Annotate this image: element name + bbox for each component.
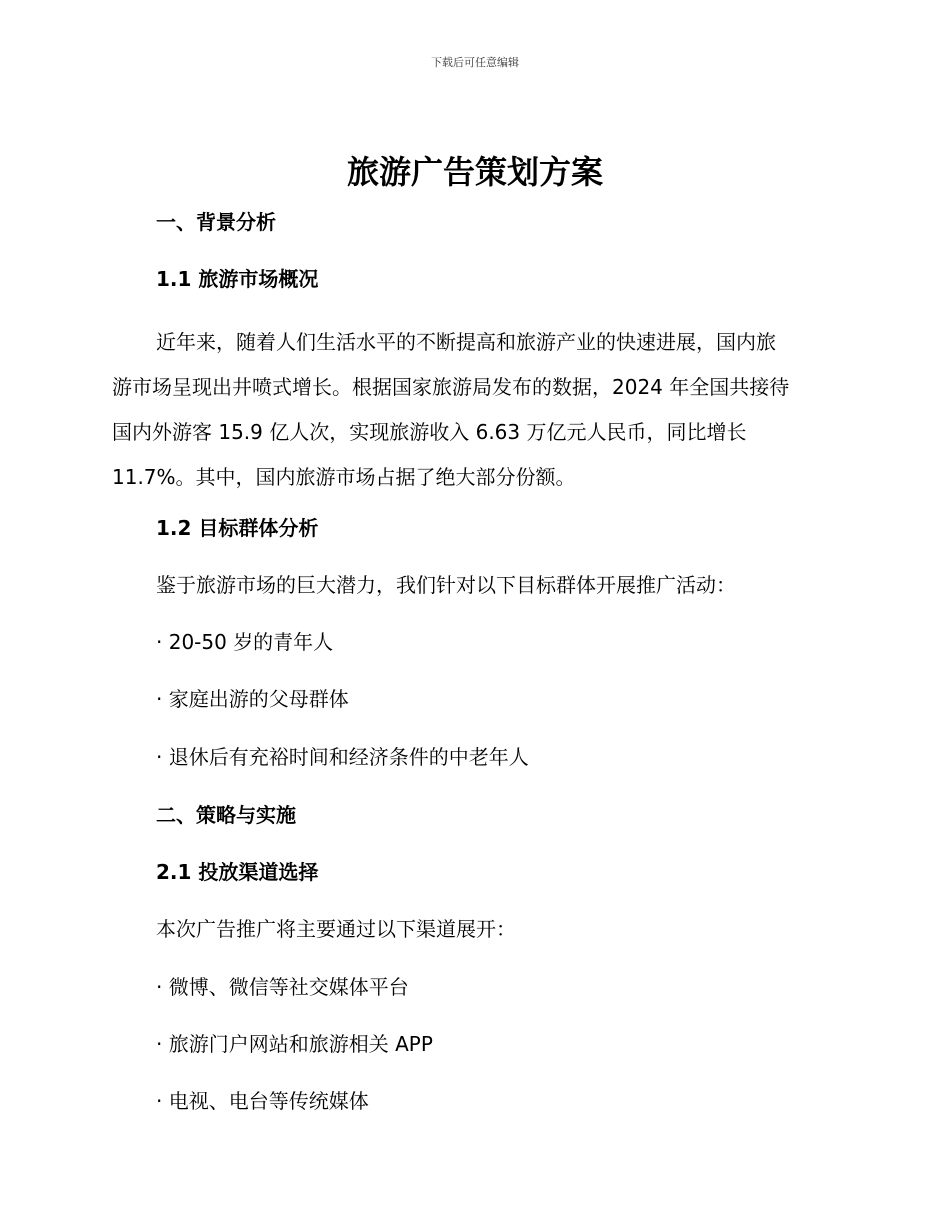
document-title: 旅游广告策划方案 bbox=[346, 153, 603, 191]
list-item: · 20-50 岁的青年人 bbox=[156, 630, 334, 654]
list-item: · 旅游门户网站和旅游相关 APP bbox=[156, 1032, 433, 1056]
paragraph-line: 游市场呈现出井喷式增长。根据国家旅游局发布的数据，2024 年全国共接待 bbox=[112, 375, 790, 399]
subheading-channels: 2.1 投放渠道选择 bbox=[156, 860, 319, 884]
paragraph-market-overview bbox=[112, 320, 842, 500]
subheading-market-overview: 1.1 旅游市场概况 bbox=[156, 267, 319, 291]
paragraph-line: 近年来，随着人们生活水平的不断提高和旅游产业的快速进展，国内旅 bbox=[156, 330, 776, 354]
paragraph-line: 11.7%。其中，国内旅游市场占据了绝大部分份额。 bbox=[112, 465, 576, 489]
section-heading-strategy: 二、策略与实施 bbox=[156, 803, 296, 827]
list-item: · 家庭出游的父母群体 bbox=[156, 687, 349, 711]
list-item: · 微博、微信等社交媒体平台 bbox=[156, 975, 409, 999]
section-heading-background: 一、背景分析 bbox=[156, 210, 276, 234]
header-note: 下载后可任意编辑 bbox=[431, 56, 519, 69]
list-item: · 电视、电台等传统媒体 bbox=[156, 1089, 369, 1113]
subheading-target-groups: 1.2 目标群体分析 bbox=[156, 516, 319, 540]
channels-intro: 本次广告推广将主要通过以下渠道展开： bbox=[156, 917, 516, 941]
list-item: · 退休后有充裕时间和经济条件的中老年人 bbox=[156, 745, 529, 769]
target-groups-intro: 鉴于旅游市场的巨大潜力，我们针对以下目标群体开展推广活动： bbox=[156, 573, 736, 597]
paragraph-line: 国内外游客 15.9 亿人次，实现旅游收入 6.63 万亿元人民币，同比增长 bbox=[112, 420, 747, 444]
